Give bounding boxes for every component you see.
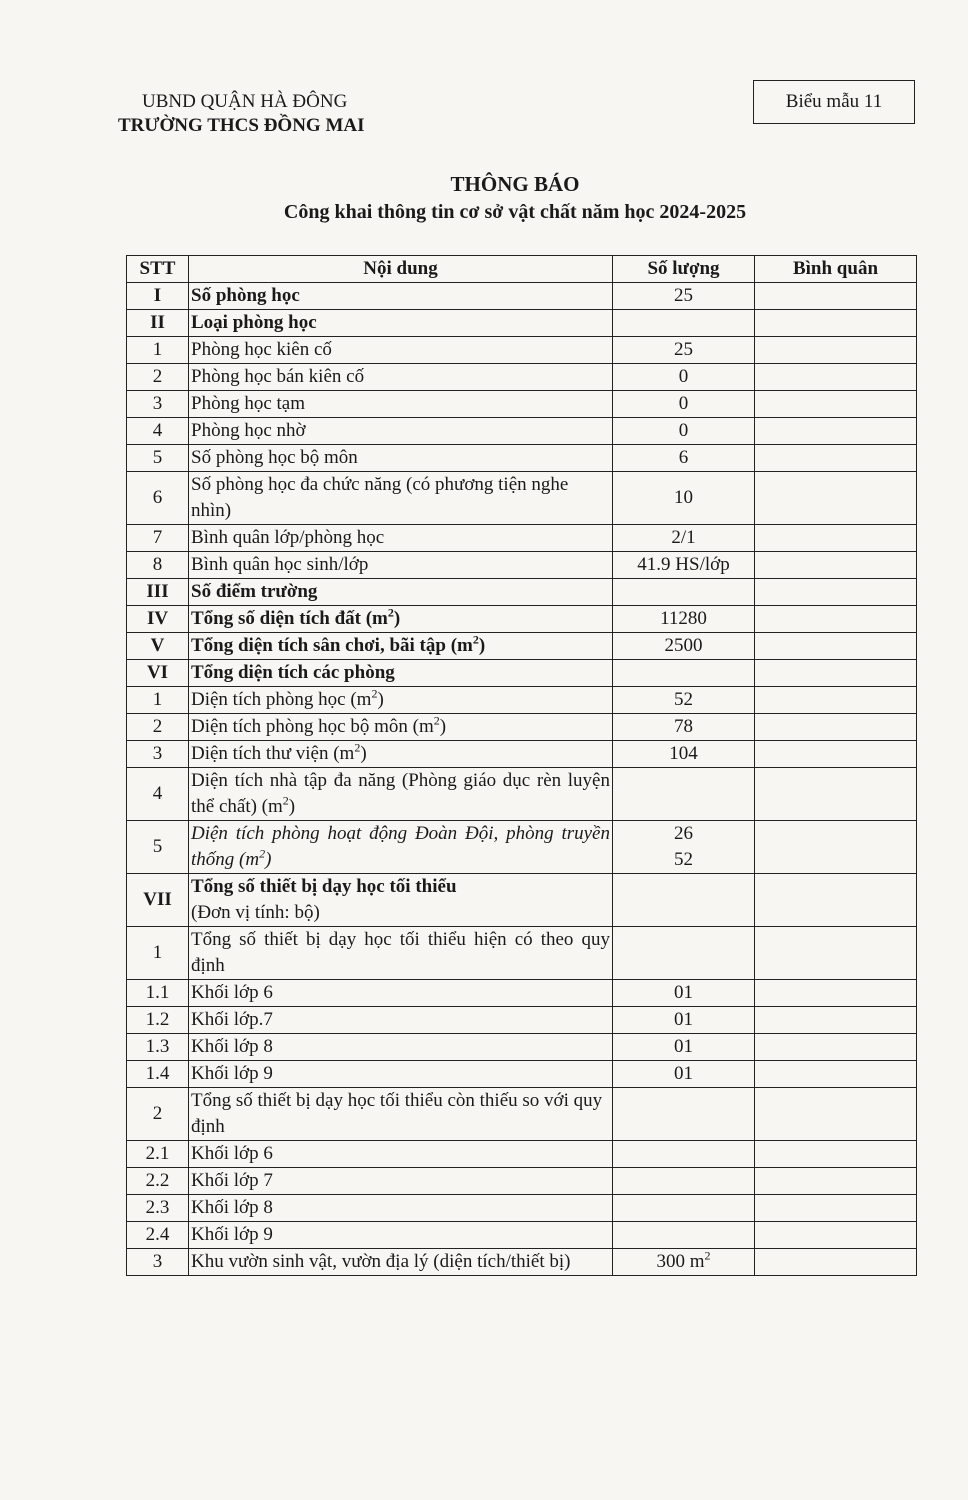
table-row <box>127 418 917 445</box>
table-row <box>127 980 917 1007</box>
table-row <box>127 1034 917 1061</box>
table-row <box>127 687 917 714</box>
row-quantity <box>613 980 755 1007</box>
table-row <box>127 391 917 418</box>
row-content-text: Tổng số thiết bị dạy học tối thiểu hiện có theo quy định <box>191 929 610 976</box>
row-quantity <box>613 283 755 310</box>
col-header-average: Bình quân <box>755 256 917 283</box>
table-row <box>127 660 917 687</box>
row-content <box>189 552 613 579</box>
row-average <box>755 283 917 310</box>
row-stt: 1.1 <box>127 980 189 1007</box>
table-row <box>127 1249 917 1276</box>
row-quantity-value: 25 <box>674 339 693 360</box>
row-content <box>189 874 613 927</box>
row-content-superscript: 2 <box>387 605 394 620</box>
row-content-text: Tổng diện tích sân chơi, bãi tập (m <box>191 635 473 656</box>
row-content-text: Số điểm trường <box>191 581 318 602</box>
row-quantity <box>613 552 755 579</box>
table-row <box>127 552 917 579</box>
row-quantity <box>613 1249 755 1276</box>
row-quantity-value-2: 52 <box>674 849 693 870</box>
row-content <box>189 579 613 606</box>
table-row <box>127 310 917 337</box>
row-content-note: (Đơn vị tính: bộ) <box>191 902 320 923</box>
row-quantity-value: 78 <box>674 716 693 737</box>
table-row <box>127 283 917 310</box>
row-content-text: Phòng học kiên cố <box>191 339 332 360</box>
row-content-text: Tổng diện tích các phòng <box>191 662 395 683</box>
row-content-superscript: 2 <box>472 632 479 647</box>
table-row <box>127 364 917 391</box>
org-line-1: UBND QUẬN HÀ ĐÔNG <box>142 91 348 112</box>
row-quantity <box>613 821 755 874</box>
row-average <box>755 445 917 472</box>
row-average <box>755 741 917 768</box>
row-content <box>189 1168 613 1195</box>
row-content-text: Diện tích phòng học bộ môn (m <box>191 716 434 737</box>
row-content-text: Diện tích phòng hoạt động Đoàn Đội, phòng truyền thống (m <box>191 823 610 870</box>
col-header-content: Nội dung <box>189 256 613 283</box>
row-content <box>189 1141 613 1168</box>
row-stt: II <box>127 310 189 337</box>
row-quantity-value: 41.9 HS/lớp <box>637 554 730 575</box>
row-content-text: Phòng học nhờ <box>191 420 306 441</box>
row-average <box>755 1249 917 1276</box>
row-content-text: Diện tích thư viện (m <box>191 743 355 764</box>
row-content-text: Diện tích nhà tập đa năng (Phòng giáo dục rèn luyện thể chất) (m <box>191 770 610 817</box>
table-row <box>127 445 917 472</box>
row-stt: 5 <box>127 445 189 472</box>
row-content <box>189 472 613 525</box>
table-row <box>127 472 917 525</box>
row-quantity-value: 26 <box>674 823 693 844</box>
row-stt: 3 <box>127 391 189 418</box>
table-row <box>127 1061 917 1088</box>
row-content <box>189 1061 613 1088</box>
row-stt: 2.3 <box>127 1195 189 1222</box>
row-average <box>755 310 917 337</box>
row-quantity-value: 01 <box>674 1009 693 1030</box>
row-average <box>755 980 917 1007</box>
row-quantity-value: 0 <box>678 393 689 414</box>
row-average <box>755 1141 917 1168</box>
row-content <box>189 1249 613 1276</box>
row-quantity <box>613 391 755 418</box>
row-content <box>189 1222 613 1249</box>
row-quantity <box>613 714 755 741</box>
row-content-superscript: 2 <box>259 846 266 861</box>
row-average <box>755 714 917 741</box>
col-header-stt: STT <box>127 256 189 283</box>
row-content <box>189 768 613 821</box>
row-content-text: Phòng học tạm <box>191 393 305 414</box>
row-content-text: Tổng số diện tích đất (m <box>191 608 388 629</box>
row-content-tail: ) <box>265 849 272 870</box>
row-stt: 6 <box>127 472 189 525</box>
row-quantity <box>613 1088 755 1141</box>
row-quantity-value: 11280 <box>660 608 707 629</box>
row-content-text: Khối lớp 9 <box>191 1063 273 1084</box>
row-content-tail: ) <box>288 796 296 817</box>
table-row <box>127 821 917 874</box>
row-quantity <box>613 1195 755 1222</box>
org-line-2: TRƯỜNG THCS ĐỒNG MAI <box>118 115 365 136</box>
table-row <box>127 768 917 821</box>
table-row <box>127 714 917 741</box>
row-content-tail: ) <box>439 716 447 737</box>
table-row <box>127 1168 917 1195</box>
row-average <box>755 1034 917 1061</box>
row-content-text: Bình quân học sinh/lớp <box>191 554 369 575</box>
row-quantity-value: 2500 <box>664 635 703 656</box>
row-stt: 1 <box>127 687 189 714</box>
row-stt: VI <box>127 660 189 687</box>
row-quantity <box>613 1168 755 1195</box>
row-stt: 2 <box>127 364 189 391</box>
row-stt: 1.4 <box>127 1061 189 1088</box>
row-content <box>189 821 613 874</box>
row-stt: 4 <box>127 418 189 445</box>
table-row <box>127 1088 917 1141</box>
row-quantity-value: 01 <box>674 1063 693 1084</box>
row-stt: 3 <box>127 741 189 768</box>
row-stt: VII <box>127 874 189 927</box>
row-content-text: Khối lớp 7 <box>191 1170 273 1191</box>
row-content-text: Khối lớp 6 <box>191 982 273 1003</box>
row-quantity <box>613 310 755 337</box>
row-stt: 2 <box>127 714 189 741</box>
row-average <box>755 1088 917 1141</box>
row-quantity-superscript: 2 <box>704 1248 711 1263</box>
facilities-table <box>126 255 917 1276</box>
row-quantity <box>613 1007 755 1034</box>
row-average <box>755 821 917 874</box>
row-content-text: Tổng số thiết bị dạy học tối thiểu còn thiếu so với quy định <box>191 1090 603 1137</box>
row-content <box>189 391 613 418</box>
row-content <box>189 1007 613 1034</box>
row-average <box>755 364 917 391</box>
table-row <box>127 1222 917 1249</box>
title-main: THÔNG BÁO <box>450 172 580 196</box>
organization-header <box>118 90 365 138</box>
row-content-text: Bình quân lớp/phòng học <box>191 527 385 548</box>
table-row <box>127 874 917 927</box>
row-content <box>189 337 613 364</box>
title-subtitle: Công khai thông tin cơ sở vật chất năm học 2024-2025 <box>283 201 747 223</box>
row-average <box>755 525 917 552</box>
row-content <box>189 980 613 1007</box>
row-stt: 2.4 <box>127 1222 189 1249</box>
row-quantity-value: 0 <box>678 366 689 387</box>
row-content <box>189 633 613 660</box>
row-quantity-value: 01 <box>674 1036 693 1057</box>
row-average <box>755 633 917 660</box>
row-quantity-value: 0 <box>678 420 689 441</box>
row-stt: 1 <box>127 927 189 980</box>
row-quantity <box>613 445 755 472</box>
table-row <box>127 1007 917 1034</box>
row-content-text: Số phòng học <box>191 285 300 306</box>
table-row <box>127 525 917 552</box>
row-content-superscript: 2 <box>282 793 289 808</box>
row-quantity <box>613 874 755 927</box>
row-stt: 2.1 <box>127 1141 189 1168</box>
row-content-text: Tổng số thiết bị dạy học tối thiểu <box>191 876 457 897</box>
row-content-tail: ) <box>393 608 401 629</box>
row-quantity-value: 52 <box>674 689 693 710</box>
row-content-superscript: 2 <box>371 686 378 701</box>
row-average <box>755 927 917 980</box>
row-quantity <box>613 768 755 821</box>
row-content-text: Số phòng học bộ môn <box>191 447 358 468</box>
row-stt: 2.2 <box>127 1168 189 1195</box>
row-quantity <box>613 418 755 445</box>
table-row <box>127 741 917 768</box>
row-content-tail: ) <box>377 689 384 710</box>
row-content-text: Khối lớp 9 <box>191 1224 273 1245</box>
table-row <box>127 927 917 980</box>
row-average <box>755 1007 917 1034</box>
row-content <box>189 687 613 714</box>
row-content <box>189 1195 613 1222</box>
row-quantity <box>613 472 755 525</box>
row-quantity <box>613 741 755 768</box>
table-header-row <box>127 256 917 283</box>
row-stt: 4 <box>127 768 189 821</box>
row-average <box>755 337 917 364</box>
row-quantity <box>613 525 755 552</box>
row-stt: 8 <box>127 552 189 579</box>
row-average <box>755 552 917 579</box>
row-stt: V <box>127 633 189 660</box>
table-row <box>127 1141 917 1168</box>
row-quantity-value: 25 <box>674 285 693 306</box>
row-quantity-value: 2/1 <box>671 527 696 548</box>
row-content-text: Loại phòng học <box>191 312 317 333</box>
col-header-quantity: Số lượng <box>613 256 755 283</box>
row-stt: 5 <box>127 821 189 874</box>
table-row <box>127 337 917 364</box>
row-stt: 2 <box>127 1088 189 1141</box>
table-row <box>127 1195 917 1222</box>
row-quantity <box>613 364 755 391</box>
row-average <box>755 1061 917 1088</box>
row-content-text: Khu vườn sinh vật, vườn địa lý (diện tích/thiết bị) <box>191 1251 571 1272</box>
row-content-superscript: 2 <box>354 740 361 755</box>
row-quantity-value: 300 m <box>656 1251 705 1272</box>
row-quantity <box>613 687 755 714</box>
row-stt: 1.3 <box>127 1034 189 1061</box>
row-quantity-value: 6 <box>678 447 689 468</box>
row-content <box>189 525 613 552</box>
row-quantity-value: 104 <box>669 743 698 764</box>
row-average <box>755 768 917 821</box>
row-content-text: Khối lớp 8 <box>191 1036 273 1057</box>
row-average <box>755 391 917 418</box>
table-row <box>127 579 917 606</box>
row-average <box>755 1168 917 1195</box>
row-quantity <box>613 1141 755 1168</box>
form-label-box: Biểu mẫu 11 <box>753 80 915 124</box>
row-content-text: Khối lớp 8 <box>191 1197 273 1218</box>
row-stt: 1 <box>127 337 189 364</box>
row-content <box>189 283 613 310</box>
row-average <box>755 1222 917 1249</box>
row-content <box>189 606 613 633</box>
row-stt: III <box>127 579 189 606</box>
row-quantity <box>613 1061 755 1088</box>
row-stt: IV <box>127 606 189 633</box>
row-content <box>189 1088 613 1141</box>
row-quantity <box>613 927 755 980</box>
row-content <box>189 714 613 741</box>
row-content <box>189 927 613 980</box>
row-quantity <box>613 579 755 606</box>
row-quantity-value: 01 <box>674 982 693 1003</box>
row-content <box>189 741 613 768</box>
row-content-text: Khối lớp 6 <box>191 1143 273 1164</box>
row-average <box>755 418 917 445</box>
row-average <box>755 579 917 606</box>
document-title <box>0 170 968 226</box>
row-content-text: Khối lớp.7 <box>191 1009 273 1030</box>
row-average <box>755 687 917 714</box>
table-row <box>127 606 917 633</box>
row-content-superscript: 2 <box>433 713 440 728</box>
row-quantity <box>613 633 755 660</box>
row-stt: 1.2 <box>127 1007 189 1034</box>
row-average <box>755 1195 917 1222</box>
row-content <box>189 310 613 337</box>
table-row <box>127 633 917 660</box>
row-average <box>755 606 917 633</box>
row-content-text: Phòng học bán kiên cố <box>191 366 365 387</box>
row-content <box>189 1034 613 1061</box>
row-content-text: Diện tích phòng học (m <box>191 689 372 710</box>
row-quantity-value: 10 <box>674 487 693 508</box>
row-content <box>189 364 613 391</box>
table-body <box>127 283 917 1276</box>
row-average <box>755 472 917 525</box>
row-average <box>755 874 917 927</box>
row-content <box>189 445 613 472</box>
row-content-text: Số phòng học đa chức năng (có phương tiện nghe nhìn) <box>191 474 569 521</box>
row-quantity <box>613 1222 755 1249</box>
row-quantity <box>613 337 755 364</box>
row-content <box>189 660 613 687</box>
row-average <box>755 660 917 687</box>
row-content-tail: ) <box>360 743 367 764</box>
row-content <box>189 418 613 445</box>
row-stt: 3 <box>127 1249 189 1276</box>
row-content-tail: ) <box>478 635 486 656</box>
row-quantity <box>613 1034 755 1061</box>
row-quantity <box>613 660 755 687</box>
row-quantity <box>613 606 755 633</box>
row-stt: I <box>127 283 189 310</box>
row-stt: 7 <box>127 525 189 552</box>
